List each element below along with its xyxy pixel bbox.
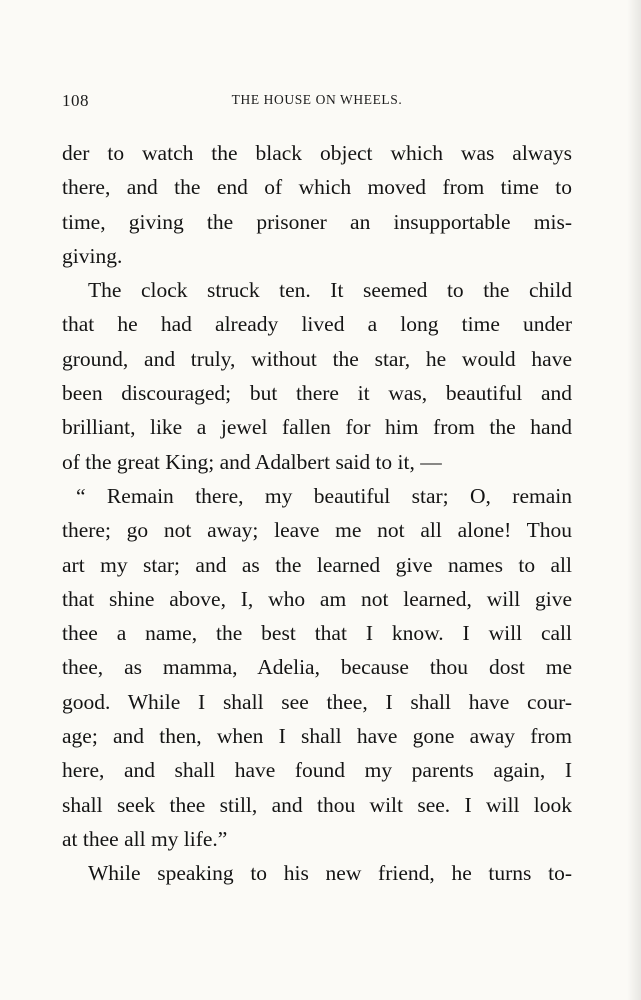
text-line: age; and then, when I shall have gone away from	[62, 724, 572, 749]
text-line: shall seek thee still, and thou wilt see. I will look	[62, 792, 572, 817]
text-line: The clock struck ten. It seemed to the child	[88, 278, 572, 303]
text-line: here, and shall have found my parents again, I	[62, 758, 572, 783]
text-line: there, and the end of which moved from time to	[62, 175, 572, 200]
text-line: that he had already lived a long time under	[62, 312, 572, 337]
text-line: giving.	[62, 243, 123, 268]
text-line: While speaking to his new friend, he turns to-	[88, 861, 572, 886]
body-text	[62, 136, 572, 891]
page-number: 108	[62, 91, 89, 110]
text-line: of the great King; and Adalbert said to it, —	[62, 449, 442, 474]
text-line: thee, as mamma, Adelia, because thou dost me	[62, 655, 572, 680]
text-line: “ Remain there, my beautiful star; O, remain	[76, 483, 572, 508]
text-line: art my star; and as the learned give names to all	[62, 552, 572, 577]
text-line: brilliant, like a jewel fallen for him from the hand	[62, 415, 572, 440]
text-line: der to watch the black object which was always	[62, 141, 572, 165]
text-line: ground, and truly, without the star, he would have	[62, 346, 572, 371]
running-title: THE HOUSE ON WHEELS.	[231, 92, 403, 107]
text-line: at thee all my life.”	[62, 826, 228, 851]
text-line: been discouraged; but there it was, beautiful and	[62, 381, 572, 406]
running-head	[62, 91, 572, 113]
text-line: time, giving the prisoner an insupportable mis-	[62, 209, 572, 234]
text-line: that shine above, I, who am not learned, will give	[62, 586, 572, 611]
text-line: thee a name, the best that I know. I will call	[62, 621, 572, 646]
page-edge-shadow	[627, 0, 641, 1000]
text-line: there; go not away; leave me not all alone! Thou	[62, 518, 572, 543]
text-line: good. While I shall see thee, I shall have cour-	[62, 689, 572, 714]
